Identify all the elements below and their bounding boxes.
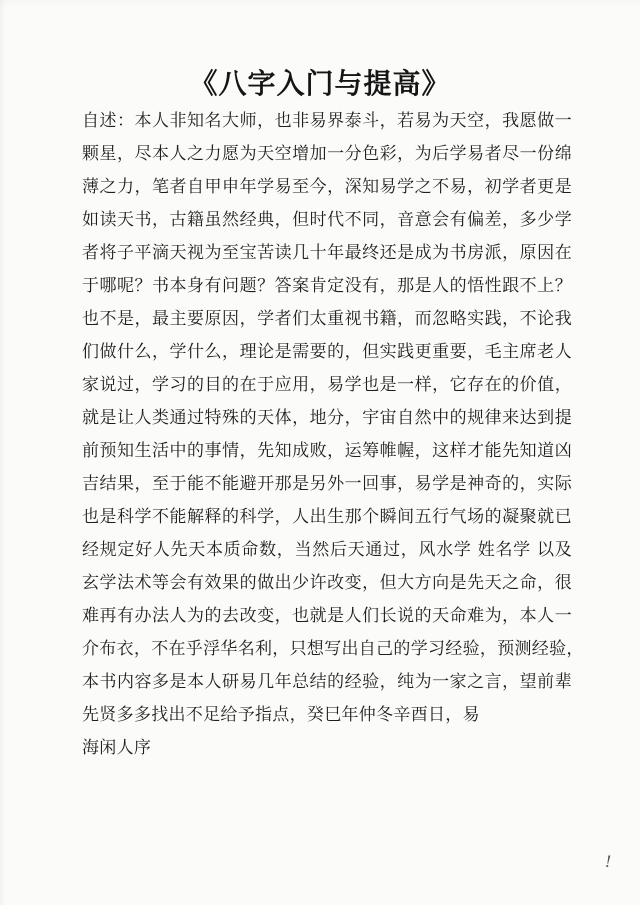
body-line: 海闲人序: [82, 738, 152, 758]
document-body: [82, 105, 584, 765]
body-line: 如读天书，古籍虽然经典，但时代不同，音意会有偏差，多少学: [82, 210, 572, 230]
body-line: 于哪呢？书本身有问题？答案肯定没有，那是人的悟性跟不上？: [82, 276, 572, 296]
body-line: 前预知生活中的事情，先知成败，运筹帷幄，这样才能先知道凶: [82, 441, 572, 461]
body-line: 吉结果，至于能不能避开那是另外一回事，易学是神奇的，实际: [82, 474, 572, 494]
corner-mark: !: [605, 852, 612, 871]
body-line: 们做什么，学什么，理论是需要的，但实践更重要，毛主席老人: [82, 342, 572, 362]
body-line: 本书内容多是本人研易几年总结的经验，纯为一家之言，望前辈: [82, 672, 572, 692]
body-line: 介布衣，不在乎浮华名利，只想写出自己的学习经验，预测经验，: [82, 639, 584, 659]
body-line: 也不是，最主要原因，学者们太重视书籍，而忽略实践，不论我: [82, 309, 572, 329]
body-line: 者将子平滴天视为至宝苦读几十年最终还是成为书房派，原因在: [82, 243, 572, 263]
body-line: 就是让人类通过特殊的天体，地分，宇宙自然中的规律来达到提: [82, 408, 572, 428]
body-line: 玄学法术等会有效果的做出少许改变，但大方向是先天之命，很: [82, 573, 572, 593]
body-line: 家说过，学习的目的在于应用，易学也是一样，它存在的价值，: [82, 375, 572, 395]
body-line: 经规定好人先天本质命数，当然后天通过，风水学 姓名学 以及: [82, 540, 572, 560]
body-line: 自述：本人非知名大师，也非易界泰斗，若易为天空，我愿做一: [82, 111, 572, 131]
body-line: 颗星，尽本人之力愿为天空增加一分色彩，为后学易者尽一份绵: [82, 144, 572, 164]
body-line: 先贤多多找出不足给予指点，癸巳年仲冬辛酉日，易: [82, 705, 480, 725]
body-line: 薄之力，笔者自甲申年学易至今，深知易学之不易，初学者更是: [82, 177, 572, 197]
document-title: 《八字入门与提高》: [189, 67, 451, 100]
body-line: 也是科学不能解释的科学，人出生那个瞬间五行气场的凝聚就已: [82, 507, 572, 527]
body-line: 难再有办法人为的去改变，也就是人们长说的天命难为，本人一: [82, 606, 572, 626]
